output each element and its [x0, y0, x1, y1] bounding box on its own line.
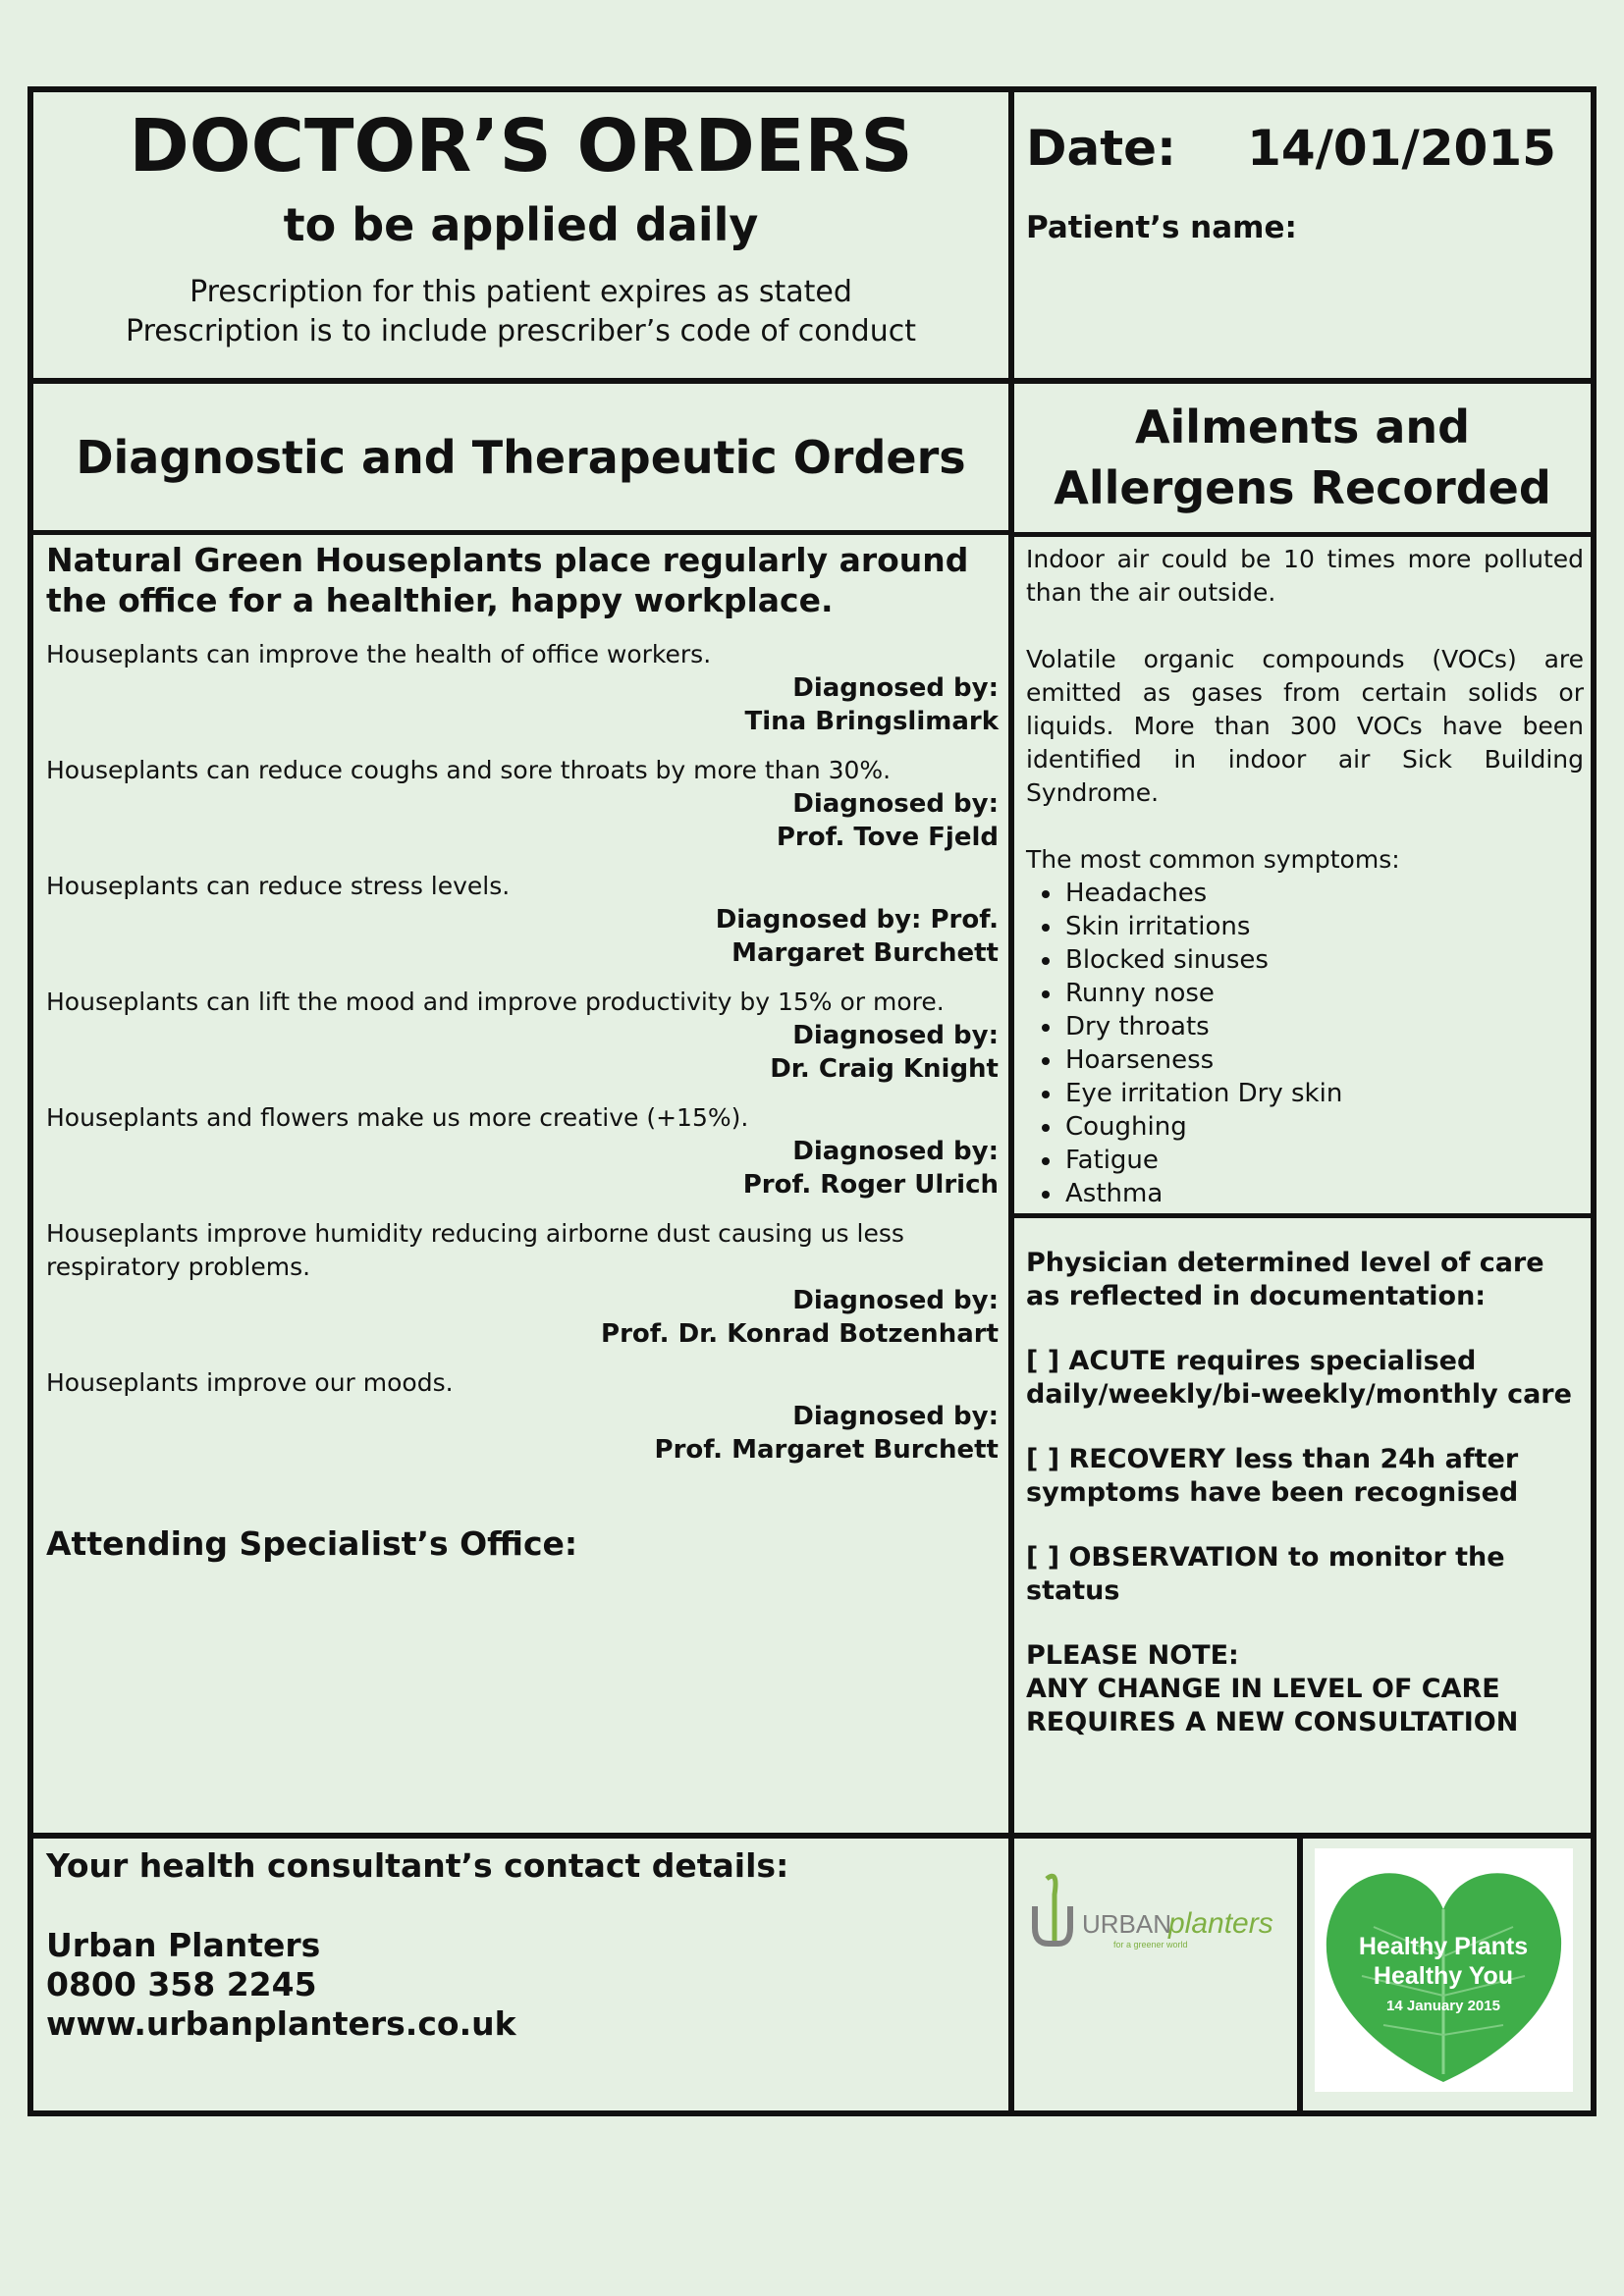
- urban-planters-logo-icon: [1025, 1859, 1290, 1977]
- prescription-line-conduct: Prescription is to include prescriber’s code of conduct: [126, 314, 916, 348]
- healthy-plants-badge: [1315, 1848, 1573, 2092]
- divider-vertical-main: [1008, 92, 1014, 2110]
- order-statement: Houseplants can improve the health of office workers.: [46, 640, 712, 668]
- care-option-recovery: [ ] RECOVERY less than 24h after symptoms have been recognised: [1026, 1444, 1519, 1508]
- list-item: • Coughing: [1063, 1110, 1584, 1144]
- list-item: • Hoarseness: [1063, 1043, 1584, 1077]
- orders-heading: Diagnostic and Therapeutic Orders: [76, 430, 966, 484]
- ailments-para-vocs: Volatile organic compounds (VOCs) are emitted as gases from certain solids or liquids. More than 300 VOCs have been identified in indoor air Sick Building Syndrome.: [1026, 645, 1584, 807]
- order-statement: Houseplants improve humidity reducing airborne dust causing us less respiratory problems.: [46, 1219, 904, 1281]
- care-note-line: PLEASE NOTE:: [1026, 1640, 1239, 1671]
- ailments-heading-line2: Allergens Recorded: [1054, 461, 1551, 514]
- order-item: [46, 1101, 999, 1201]
- ailments-body: [1026, 543, 1584, 1210]
- divider-heading-right: [1014, 532, 1591, 537]
- order-statement: Houseplants can lift the mood and improve productivity by 15% or more.: [46, 988, 945, 1016]
- ailments-heading-block: [1014, 397, 1591, 532]
- order-diagnosed-by: Diagnosed by: Prof. Tove Fjeld: [776, 789, 999, 852]
- order-item: [46, 638, 999, 738]
- care-option-observation: [ ] OBSERVATION to monitor the status: [1026, 1542, 1505, 1606]
- order-item: [46, 870, 999, 970]
- care-intro: Physician determined level of care as reflected in documentation:: [1026, 1248, 1544, 1311]
- badge-line2: Healthy You: [1373, 1962, 1514, 1990]
- order-diagnosed-by: Diagnosed by: Prof. Margaret Burchett: [715, 905, 999, 968]
- list-item: • Skin irritations: [1063, 910, 1584, 943]
- divider-heading-left: [33, 530, 1008, 535]
- order-item: [46, 1366, 999, 1467]
- logo-word-planters: planters: [1168, 1907, 1273, 1940]
- symptoms-label: The most common symptoms:: [1026, 845, 1400, 874]
- order-statement: Houseplants can reduce stress levels.: [46, 872, 511, 900]
- badge-line1: Healthy Plants: [1358, 1933, 1529, 1960]
- header-date-block: [1026, 120, 1586, 365]
- date-row: [1026, 120, 1586, 177]
- divider-ailments-bottom: [1014, 1213, 1591, 1218]
- contact-website: www.urbanplanters.co.uk: [46, 2004, 516, 2043]
- prescription-notes: [33, 273, 1008, 351]
- order-diagnosed-by: Diagnosed by: Dr. Craig Knight: [770, 1021, 999, 1084]
- list-item: • Dry throats: [1063, 1010, 1584, 1043]
- care-option-acute: [ ] ACUTE requires specialised daily/weekly/bi-weekly/monthly care: [1026, 1346, 1572, 1410]
- ailments-heading-line1: Ailments and: [1134, 400, 1471, 454]
- form-frame: [27, 86, 1597, 2116]
- divider-vertical-footer: [1297, 1839, 1303, 2110]
- order-statement: Houseplants improve our moods.: [46, 1368, 454, 1397]
- order-statement: Houseplants can reduce coughs and sore throats by more than 30%.: [46, 756, 892, 784]
- list-item: • Fatigue: [1063, 1144, 1584, 1177]
- symptoms-list: [1026, 877, 1584, 1210]
- order-diagnosed-by: Diagnosed by: Prof. Roger Ulrich: [742, 1137, 999, 1200]
- order-item: [46, 986, 999, 1086]
- care-note-line: ANY CHANGE IN LEVEL OF CARE: [1026, 1674, 1500, 1704]
- divider-footer-top: [33, 1833, 1591, 1839]
- list-item: • Blocked sinuses: [1063, 943, 1584, 977]
- heart-leaf-badge-icon: [1315, 1848, 1573, 2092]
- attending-office-label: Attending Specialist’s Office:: [46, 1524, 578, 1563]
- order-statement: Houseplants and flowers make us more creative (+15%).: [46, 1103, 749, 1132]
- order-item: [46, 1217, 999, 1351]
- logo-word-urban: URBAN: [1082, 1909, 1172, 1939]
- urban-planters-logo: [1025, 1859, 1290, 1977]
- list-item: • Eye irritation Dry skin: [1063, 1077, 1584, 1110]
- contact-heading: Your health consultant’s contact details:: [46, 1846, 789, 1885]
- list-item: • Headaches: [1063, 877, 1584, 910]
- order-diagnosed-by: Diagnosed by: Prof. Dr. Konrad Botzenhart: [601, 1286, 999, 1349]
- patient-name-label: Patient’s name:: [1026, 210, 1297, 245]
- date-value: 14/01/2015: [1247, 120, 1556, 177]
- list-item: • Runny nose: [1063, 977, 1584, 1010]
- list-item: • Asthma: [1063, 1177, 1584, 1210]
- orders-body: [46, 540, 999, 1826]
- order-diagnosed-by: Diagnosed by: Prof. Margaret Burchett: [654, 1402, 999, 1465]
- date-label: Date:: [1026, 120, 1177, 177]
- orders-lead-text: Natural Green Houseplants place regularly around the office for a healthier, happy workplace.: [46, 541, 969, 619]
- care-level-block: [1026, 1247, 1586, 1826]
- care-note-line: REQUIRES A NEW CONSULTATION: [1026, 1707, 1519, 1737]
- ailments-para-pollution: Indoor air could be 10 times more polluted than the air outside.: [1026, 545, 1584, 607]
- page-subtitle: to be applied daily: [283, 198, 759, 251]
- order-item: [46, 754, 999, 854]
- logo-tagline: for a greener world: [1113, 1940, 1188, 1949]
- contact-block: [46, 1845, 999, 2101]
- order-diagnosed-by: Diagnosed by: Tina Bringslimark: [744, 673, 999, 736]
- prescription-line-expiry: Prescription for this patient expires as stated: [189, 275, 852, 309]
- header-title-block: [33, 92, 1008, 378]
- page-title: DOCTOR’S ORDERS: [129, 104, 913, 188]
- orders-heading-block: [33, 384, 1008, 530]
- contact-phone: 0800 358 2245: [46, 1965, 317, 2003]
- contact-company: Urban Planters: [46, 1926, 321, 1964]
- badge-date: 14 January 2015: [1386, 1998, 1500, 2014]
